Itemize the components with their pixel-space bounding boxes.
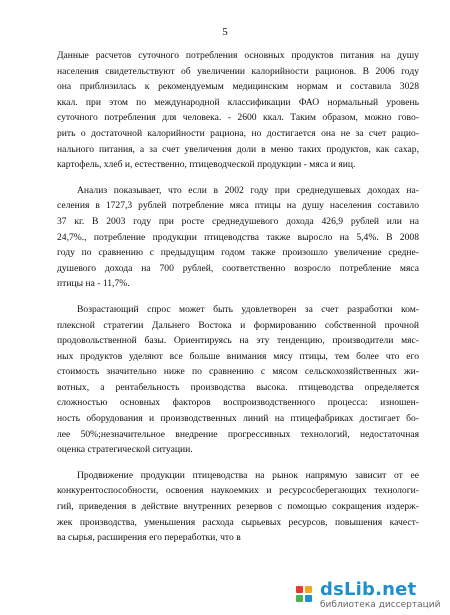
- text-line: оценка стратегической ситуации.: [57, 444, 193, 456]
- text-line: ккал. при этом по международной классификации ФАО нормальный уровень: [57, 96, 419, 108]
- text-line: душевого дохода на 700 рублей, соответственно возросло потребление мяса: [57, 262, 419, 274]
- text-line: Анализ показывает, что если в 2002 году при среднедушевых доходах на-: [77, 184, 419, 196]
- text-line: вотных, а рентабельность производства высока. птицеводства определяется: [57, 381, 419, 393]
- text-line: году по сравнению с предыдущим годом также произошло увеличение средне-: [57, 247, 419, 259]
- text-line: селения в 1727,3 рублей потребление мяса птицы на душу населения составило: [57, 200, 419, 212]
- logo-square: [305, 595, 312, 602]
- text-line: рить о достаточной калорийности рациона, но достигается она не за счет рацио-: [57, 127, 419, 139]
- text-line: гий, приведения в действие внутренних резервов с помощью сокращения издерж-: [57, 501, 419, 513]
- text-line: нального питания, а за счет увеличения доли в меню таких продуктов, как сахар,: [57, 143, 419, 155]
- text-line: 24,7%., потребление продукции птицеводства также выросло на 5,4%. В 2008: [57, 231, 419, 243]
- paragraph: [57, 48, 419, 173]
- text-line: она приблизилась к рекомендуемым медицинским нормам и составила 3028: [57, 81, 419, 93]
- text-line: Данные расчетов суточного потребления основных продуктов питания на душу: [57, 50, 419, 61]
- paragraph: [57, 468, 419, 546]
- logo-square: [296, 595, 303, 602]
- text-line: плексной стратегии Дальнего Востока и формированию собственной прочной: [57, 319, 419, 331]
- text-line: птицы на - 11,7%.: [57, 278, 130, 290]
- text-line: ва сырья, расширения его переработки, что в: [57, 532, 241, 544]
- watermark-subtitle: библиотека диссертаций: [320, 599, 441, 610]
- text-line: ность оборудования и производственных линий на птицефабриках достигает бо-: [57, 413, 419, 425]
- text-line: картофель, хлеб и, естественно, птицеводческой продукции - мяса и яиц.: [57, 159, 356, 171]
- paragraph: [57, 183, 419, 292]
- watermark-title: dsLib.net: [320, 578, 417, 600]
- text-line: суточного потребления для человека. - 2600 ккал. Таким образом, можно гово-: [57, 112, 419, 124]
- logo-square: [296, 586, 303, 593]
- text-line: конкурентоспособности, освоения наукоемких и ресурсосберегающих технологи-: [57, 485, 419, 497]
- text-line: жек производства, уменьшения расхода сырьевых ресурсов, повышения качест-: [57, 516, 419, 528]
- text-line: стоимость значительно ниже по сравнению с мясом сельскохозяйственных жи-: [57, 366, 419, 378]
- text-line: ных продуктов уделяют все больше внимания мясу птицы, тем более что его: [57, 350, 419, 362]
- logo-square: [305, 586, 312, 593]
- text-line: лее 50%;незначительное внедрение прогрессивных технологий, недостаточная: [57, 428, 419, 440]
- paragraph: [57, 302, 419, 458]
- page-number: 5: [222, 26, 228, 38]
- dslib-logo-icon: [296, 586, 314, 604]
- text-line: сложностью основных факторов воспроизводственного процесса: изношен-: [57, 397, 419, 409]
- text-line: населения свидетельствуют об увеличении калорийности рационов. В 2006 году: [57, 65, 419, 77]
- text-line: Возрастающий спрос может быть удовлетворен за счет разработки ком-: [77, 303, 419, 315]
- text-line: Продвижение продукции птицеводства на рынок напрямую зависит от ее: [77, 469, 419, 481]
- dslib-watermark[interactable]: [292, 578, 442, 612]
- document-body: [57, 48, 419, 546]
- text-line: продовольственной базы. Ориентируясь на эту тенденцию, производители мяс-: [57, 335, 419, 347]
- text-line: 37 кг. В 2003 году при росте среднедушевого дохода 426,9 рублей или на: [57, 215, 419, 227]
